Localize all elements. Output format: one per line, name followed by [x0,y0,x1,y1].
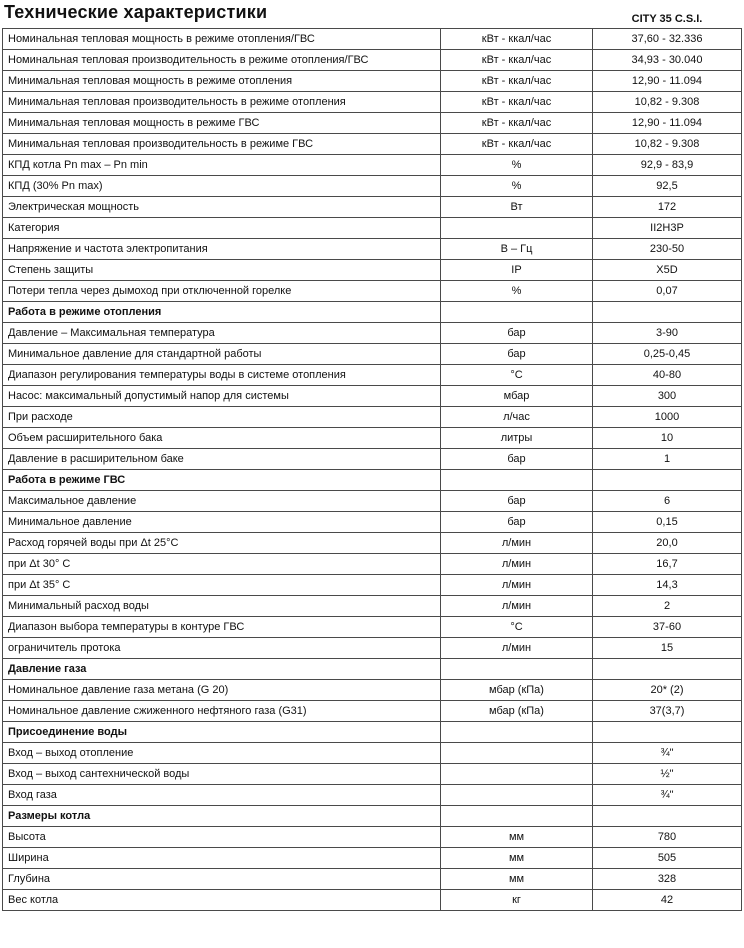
value-cell: 92,9 - 83,9 [593,155,742,176]
param-name-cell: Электрическая мощность [3,197,441,218]
value-cell: 172 [593,197,742,218]
param-name-cell: Максимальное давление [3,491,441,512]
value-cell: 42 [593,890,742,911]
param-name-cell: Номинальная тепловая мощность в режиме отопления/ГВС [3,29,441,50]
unit-cell: % [441,176,593,197]
table-row [3,29,742,50]
param-name-cell: Минимальное давление [3,512,441,533]
unit-cell [441,302,593,323]
unit-cell: кВт - ккал/час [441,50,593,71]
value-cell: 12,90 - 11.094 [593,71,742,92]
section-row [3,470,742,491]
value-cell: 230-50 [593,239,742,260]
unit-cell: % [441,281,593,302]
table-row [3,155,742,176]
value-cell: 3-90 [593,323,742,344]
unit-cell: л/час [441,407,593,428]
table-row [3,449,742,470]
unit-cell: кВт - ккал/час [441,29,593,50]
value-cell: 0,07 [593,281,742,302]
param-name-cell: Присоединение воды [3,722,441,743]
param-name-cell: Вход – выход сантехнической воды [3,764,441,785]
value-cell: 37-60 [593,617,742,638]
value-cell [593,302,742,323]
unit-cell: бар [441,512,593,533]
specs-table [2,28,742,911]
param-name-cell: Диапазон регулирования температуры воды в системе отопления [3,365,441,386]
value-cell: 6 [593,491,742,512]
unit-cell [441,722,593,743]
unit-cell [441,764,593,785]
value-cell: 505 [593,848,742,869]
unit-cell [441,743,593,764]
value-cell: 92,5 [593,176,742,197]
unit-cell: л/мин [441,596,593,617]
value-cell: 20,0 [593,533,742,554]
table-row [3,113,742,134]
value-cell: 37(3,7) [593,701,742,722]
param-name-cell: Давление газа [3,659,441,680]
param-name-cell: Давление – Максимальная температура [3,323,441,344]
value-cell: 15 [593,638,742,659]
param-name-cell: Давление в расширительном баке [3,449,441,470]
table-row [3,365,742,386]
section-row [3,659,742,680]
table-row [3,239,742,260]
value-cell: 16,7 [593,554,742,575]
table-row [3,71,742,92]
section-row [3,302,742,323]
table-row [3,491,742,512]
param-name-cell: КПД (30% Pn max) [3,176,441,197]
table-row [3,386,742,407]
value-cell: X5D [593,260,742,281]
table-row [3,596,742,617]
unit-cell: кг [441,890,593,911]
unit-cell: л/мин [441,575,593,596]
value-cell: 10 [593,428,742,449]
unit-cell: мбар (кПа) [441,680,593,701]
value-cell: 14,3 [593,575,742,596]
page-title: Технические характеристики [4,2,268,22]
param-name-cell: Потери тепла через дымоход при отключенной горелке [3,281,441,302]
unit-cell: кВт - ккал/час [441,134,593,155]
table-row [3,743,742,764]
unit-cell [441,806,593,827]
table-row [3,260,742,281]
table-row [3,428,742,449]
table-row [3,197,742,218]
table-row [3,281,742,302]
value-cell: 34,93 - 30.040 [593,50,742,71]
table-row [3,176,742,197]
value-cell: 20* (2) [593,680,742,701]
unit-cell [441,785,593,806]
table-row [3,134,742,155]
param-name-cell: Вход газа [3,785,441,806]
unit-cell: литры [441,428,593,449]
param-name-cell: при Δt 30° С [3,554,441,575]
param-name-cell: Напряжение и частота электропитания [3,239,441,260]
param-name-cell: Размеры котла [3,806,441,827]
table-row [3,512,742,533]
param-name-cell: Категория [3,218,441,239]
value-cell: 780 [593,827,742,848]
param-name-cell: при Δt 35° С [3,575,441,596]
unit-cell: кВт - ккал/час [441,92,593,113]
param-name-cell: Работа в режиме отопления [3,302,441,323]
table-row [3,638,742,659]
param-name-cell: Высота [3,827,441,848]
specs-table-body [3,29,742,911]
value-cell: 12,90 - 11.094 [593,113,742,134]
param-name-cell: Номинальное давление сжиженного нефтяного газа (G31) [3,701,441,722]
unit-cell: мм [441,848,593,869]
param-name-cell: Минимальный расход воды [3,596,441,617]
table-row [3,848,742,869]
value-cell: 10,82 - 9.308 [593,92,742,113]
unit-cell: мбар [441,386,593,407]
unit-cell [441,470,593,491]
value-cell: 1000 [593,407,742,428]
value-cell: 0,15 [593,512,742,533]
value-cell: II2H3P [593,218,742,239]
param-name-cell: Вес котла [3,890,441,911]
param-name-cell: Насос: максимальный допустимый напор для системы [3,386,441,407]
value-cell: 40-80 [593,365,742,386]
value-cell: 0,25-0,45 [593,344,742,365]
param-name-cell: ограничитель протока [3,638,441,659]
unit-cell: бар [441,323,593,344]
param-name-cell: Диапазон выбора температуры в контуре ГВС [3,617,441,638]
value-cell [593,659,742,680]
table-row [3,323,742,344]
table-row [3,533,742,554]
value-cell: ¾" [593,743,742,764]
param-name-cell: Степень защиты [3,260,441,281]
param-name-cell: КПД котла Pn max – Pn min [3,155,441,176]
unit-cell [441,659,593,680]
unit-cell: IP [441,260,593,281]
table-row [3,764,742,785]
value-cell: 37,60 - 32.336 [593,29,742,50]
unit-cell: бар [441,491,593,512]
value-cell [593,470,742,491]
param-name-cell: Объем расширительного бака [3,428,441,449]
unit-cell: кВт - ккал/час [441,71,593,92]
param-name-cell: При расходе [3,407,441,428]
param-name-cell: Ширина [3,848,441,869]
unit-cell: л/мин [441,638,593,659]
unit-cell: л/мин [441,533,593,554]
value-cell [593,806,742,827]
unit-cell: °С [441,617,593,638]
param-name-cell: Глубина [3,869,441,890]
param-name-cell: Минимальная тепловая мощность в режиме ГВС [3,113,441,134]
section-row [3,722,742,743]
unit-cell: л/мин [441,554,593,575]
unit-cell: В – Гц [441,239,593,260]
value-cell [593,722,742,743]
table-row [3,680,742,701]
table-row [3,827,742,848]
value-cell: 300 [593,386,742,407]
param-name-cell: Минимальная тепловая производительность в режиме ГВС [3,134,441,155]
table-row [3,701,742,722]
value-cell: 1 [593,449,742,470]
value-cell: 2 [593,596,742,617]
table-row [3,890,742,911]
param-name-cell: Работа в режиме ГВС [3,470,441,491]
unit-cell: Вт [441,197,593,218]
unit-cell: бар [441,344,593,365]
param-name-cell: Вход – выход отопление [3,743,441,764]
section-row [3,806,742,827]
unit-cell: бар [441,449,593,470]
param-name-cell: Минимальная тепловая производительность в режиме отопления [3,92,441,113]
table-row [3,869,742,890]
value-cell: ¾" [593,785,742,806]
param-name-cell: Номинальное давление газа метана (G 20) [3,680,441,701]
value-cell: ½" [593,764,742,785]
unit-cell: кВт - ккал/час [441,113,593,134]
table-row [3,617,742,638]
model-name: CITY 35 C.S.I. [631,13,703,25]
table-row [3,785,742,806]
param-name-cell: Номинальная тепловая производительность в режиме отопления/ГВС [3,50,441,71]
unit-cell: мм [441,827,593,848]
table-row [3,575,742,596]
unit-cell: мм [441,869,593,890]
param-name-cell: Минимальная тепловая мощность в режиме отопления [3,71,441,92]
table-row [3,554,742,575]
table-row [3,50,742,71]
unit-cell: °С [441,365,593,386]
param-name-cell: Минимальное давление для стандартной работы [3,344,441,365]
param-name-cell: Расход горячей воды при Δt 25°С [3,533,441,554]
table-row [3,407,742,428]
value-cell: 328 [593,869,742,890]
unit-cell: % [441,155,593,176]
value-cell: 10,82 - 9.308 [593,134,742,155]
unit-cell [441,218,593,239]
table-row [3,218,742,239]
unit-cell: мбар (кПа) [441,701,593,722]
table-row [3,92,742,113]
table-row [3,344,742,365]
